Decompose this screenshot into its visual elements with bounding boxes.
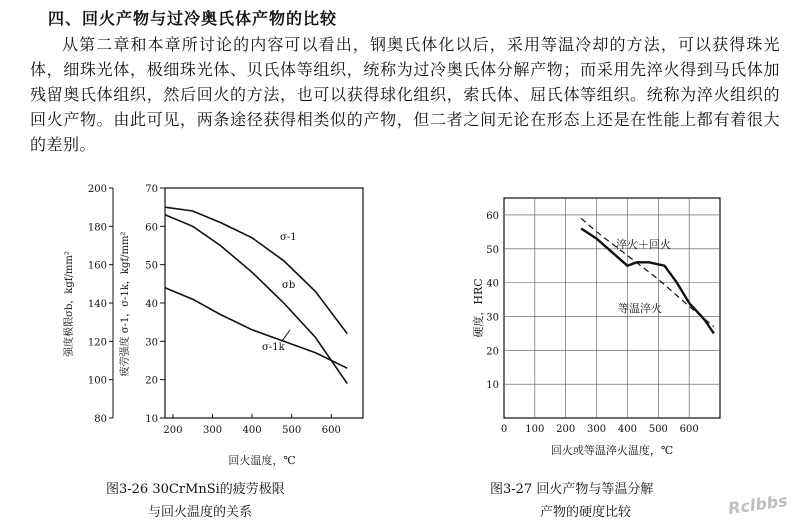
curve-label-sigma-1k: σ-1k xyxy=(262,342,285,353)
x-axis-tick-label: 500 xyxy=(648,424,668,435)
right-axis-tick-label: 70 xyxy=(145,184,158,195)
x-axis-tick-label: 300 xyxy=(202,425,223,436)
series-line-2 xyxy=(165,288,347,369)
plot-frame xyxy=(165,188,363,418)
right-axis-tick-label: 40 xyxy=(145,299,158,310)
y-axis-label-right: 疲劳强度 σ-1，σ-1k，kgf/mm² xyxy=(120,231,131,377)
curve-label-sigma-1: σ-1 xyxy=(280,232,297,243)
right-axis-tick-label: 10 xyxy=(145,414,158,425)
figure-caption-line1: 图3-27 回火产物与等温分解 xyxy=(490,482,654,497)
left-axis-tick-label: 140 xyxy=(87,299,107,310)
y-axis-tick-label: 40 xyxy=(486,278,499,290)
x-axis-tick-label: 500 xyxy=(282,425,302,436)
x-axis-tick-label: 600 xyxy=(679,424,699,435)
left-axis-tick-label: 80 xyxy=(94,414,107,425)
x-axis-tick-label: 100 xyxy=(525,424,545,435)
figure-3-26 xyxy=(0,184,400,524)
watermark-logo: Rclbbs xyxy=(727,490,790,519)
x-axis-tick-label: 300 xyxy=(587,424,607,435)
curve-label-sigma-b: σb xyxy=(282,280,296,291)
y-axis-tick-label: 60 xyxy=(486,210,499,222)
y-axis-tick-label: 30 xyxy=(486,312,499,324)
figure-caption-line1: 图3-26 30CrMnSi的疲劳极限 xyxy=(106,482,285,497)
x-axis-tick-label: 200 xyxy=(163,425,183,436)
y-axis-label: 硬度，HRC xyxy=(472,278,485,338)
figure-caption-line2: 与回火温度的关系 xyxy=(148,505,253,520)
y-axis-label-left: 强度极限σb，kgf/mm² xyxy=(64,251,75,357)
left-axis-tick-label: 120 xyxy=(87,337,107,349)
right-axis-tick-label: 50 xyxy=(145,260,158,272)
right-axis-tick-label: 60 xyxy=(145,222,158,234)
left-axis-tick-label: 100 xyxy=(87,375,107,387)
y-axis-tick-label: 10 xyxy=(486,380,499,392)
plot-frame xyxy=(504,198,720,418)
x-axis-tick-label: 600 xyxy=(321,425,341,436)
right-axis-tick-label: 20 xyxy=(145,375,158,387)
right-axis-tick-label: 30 xyxy=(145,337,158,349)
legend-quench-temper: 淬火＋回火 xyxy=(616,238,671,251)
figure-3-27 xyxy=(472,184,796,524)
x-axis-label: 回火温度，℃ xyxy=(228,454,296,467)
x-axis-tick-label: 0 xyxy=(500,424,508,435)
left-axis-tick-label: 200 xyxy=(87,184,107,195)
y-axis-tick-label: 50 xyxy=(486,244,499,256)
body-paragraph: 从第二章和本章所讨论的内容可以看出，钢奥氏体化以后，采用等温冷却的方法，可以获得珠光体，细珠光体，极细珠光体、贝氏体等组织，统称为过冷奥氏体分解产物；而采用先淬火得到马氏体加残留奥氏体组织，然后回火的方法，也可以获得球化组织，索氏体、屈氏体等组织。统称为淬火组织的回火产物。由此可见，两条途径获得相类似的产物，但二者之间无论在形态上还是在性能上都有着很大的差别。 xyxy=(30,35,780,154)
x-axis-tick-label: 200 xyxy=(556,424,576,435)
left-axis-tick-label: 160 xyxy=(87,260,107,272)
left-axis-tick-label: 180 xyxy=(87,222,107,234)
section-heading: 四、回火产物与过冷奥氏体产物的比较 xyxy=(48,9,338,28)
x-axis-label: 回火或等温淬火温度，℃ xyxy=(550,444,674,457)
curve-label-leader xyxy=(282,330,290,341)
figure-caption-line2: 产物的硬度比较 xyxy=(540,505,632,520)
x-axis-tick-label: 400 xyxy=(617,424,637,435)
x-axis-tick-label: 400 xyxy=(242,425,262,436)
legend-isothermal-quench: 等温淬火 xyxy=(618,302,662,315)
y-axis-tick-label: 20 xyxy=(486,346,499,358)
